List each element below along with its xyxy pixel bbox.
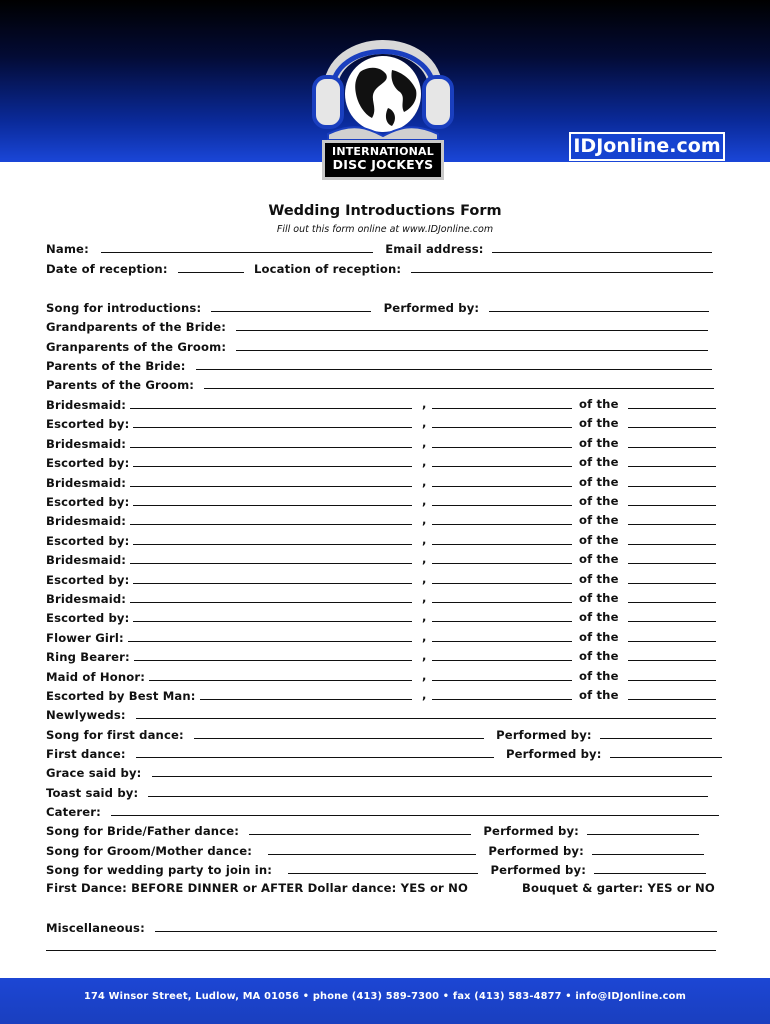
first-dance-row bbox=[46, 746, 722, 761]
party-role-label: Bridesmaid: bbox=[46, 553, 127, 568]
date-field[interactable] bbox=[178, 261, 244, 273]
party-name-field[interactable] bbox=[133, 610, 412, 622]
party-relation-field[interactable] bbox=[432, 610, 572, 622]
misc-row-2 bbox=[46, 939, 716, 954]
of-the-label: of the bbox=[579, 532, 619, 547]
performed-by-label-6: Performed by: bbox=[490, 863, 586, 877]
party-relation-field[interactable] bbox=[432, 533, 572, 545]
misc-field-2[interactable] bbox=[46, 939, 716, 951]
song-first-dance-field[interactable] bbox=[194, 727, 484, 739]
email-field[interactable] bbox=[492, 241, 712, 253]
location-label: Location of reception: bbox=[254, 262, 402, 276]
party-side-field[interactable] bbox=[628, 513, 716, 525]
party-side-field[interactable] bbox=[628, 436, 716, 448]
logo-line1: INTERNATIONAL bbox=[332, 145, 434, 158]
party-side-field[interactable] bbox=[628, 669, 716, 681]
party-side-field[interactable] bbox=[628, 649, 716, 661]
party-name-field[interactable] bbox=[133, 533, 412, 545]
song-groom-mother-label: Song for Groom/Mother dance: bbox=[46, 844, 253, 858]
location-field[interactable] bbox=[411, 261, 713, 273]
party-name-field[interactable] bbox=[134, 649, 412, 661]
toast-label: Toast said by: bbox=[46, 786, 139, 800]
party-role-label: Escorted by: bbox=[46, 417, 130, 432]
song-groom-mother-field[interactable] bbox=[268, 843, 476, 855]
party-relation-field[interactable] bbox=[432, 436, 572, 448]
party-relation-field[interactable] bbox=[432, 416, 572, 428]
party-name-field[interactable] bbox=[133, 416, 412, 428]
party-role-label: Flower Girl: bbox=[46, 630, 124, 645]
performed-by-label-3: Performed by: bbox=[506, 747, 602, 761]
newlyweds-row bbox=[46, 707, 716, 722]
party-relation-field[interactable] bbox=[432, 591, 572, 603]
first-dance-performer-field[interactable] bbox=[600, 727, 712, 739]
misc-label: Miscellaneous: bbox=[46, 921, 145, 935]
name-label: Name: bbox=[46, 242, 89, 256]
comma-separator: , bbox=[422, 552, 427, 567]
comma-separator: , bbox=[422, 435, 427, 450]
wedding-party-row bbox=[46, 688, 619, 703]
newlyweds-field[interactable] bbox=[136, 707, 716, 719]
wedding-party-row bbox=[46, 649, 619, 665]
party-name-field[interactable] bbox=[128, 630, 412, 642]
wedding-party-row bbox=[46, 610, 619, 626]
wedding-party-row bbox=[46, 494, 619, 509]
wedding-party-row bbox=[46, 513, 619, 529]
of-the-label: of the bbox=[579, 416, 619, 431]
comma-separator: , bbox=[422, 416, 427, 431]
idj-logo bbox=[308, 22, 458, 177]
first-dance-label: First dance: bbox=[46, 747, 126, 761]
party-relation-field[interactable] bbox=[432, 630, 572, 642]
comma-separator: , bbox=[422, 610, 427, 625]
party-role-label: Bridesmaid: bbox=[46, 592, 127, 606]
wedding-party-row bbox=[46, 571, 619, 587]
song-first-dance-label: Song for first dance: bbox=[46, 728, 184, 742]
party-side-field[interactable] bbox=[628, 475, 716, 487]
date-row bbox=[46, 261, 713, 276]
caterer-label: Caterer: bbox=[46, 805, 101, 819]
bride-father-performer-field[interactable] bbox=[587, 823, 699, 835]
song-groom-mother-row bbox=[46, 843, 704, 858]
party-side-field[interactable] bbox=[628, 533, 716, 545]
of-the-label: of the bbox=[579, 494, 619, 508]
party-role-label: Escorted by: bbox=[46, 611, 130, 626]
grandparents-bride-row bbox=[46, 319, 708, 334]
party-side-field[interactable] bbox=[628, 455, 716, 467]
party-name-field[interactable] bbox=[133, 455, 412, 467]
misc-row bbox=[46, 920, 717, 935]
party-side-field[interactable] bbox=[628, 591, 716, 603]
party-role-label: Escorted by: bbox=[46, 533, 130, 548]
groom-mother-performer-field[interactable] bbox=[592, 843, 704, 855]
logo-banner bbox=[322, 140, 444, 180]
grandparents-groom-field[interactable] bbox=[236, 339, 708, 351]
song-bride-father-field[interactable] bbox=[249, 823, 471, 835]
name-field[interactable] bbox=[101, 241, 373, 253]
wedding-party-row bbox=[46, 474, 619, 490]
wedding-party-row bbox=[46, 416, 619, 432]
party-side-field[interactable] bbox=[628, 610, 716, 622]
of-the-label: of the bbox=[579, 474, 619, 489]
first-dance-timing-text: First Dance: BEFORE DINNER or AFTER Dollar dance: YES or NO bbox=[46, 881, 468, 895]
song-wedding-party-row bbox=[46, 862, 706, 877]
toast-row bbox=[46, 785, 708, 800]
party-role-label: Escorted by Best Man: bbox=[46, 689, 196, 703]
party-role-label: Ring Bearer: bbox=[46, 650, 130, 665]
of-the-label: of the bbox=[579, 397, 619, 411]
of-the-label: of the bbox=[579, 629, 619, 644]
form-subtitle: Fill out this form online at www.IDJonline.com bbox=[276, 224, 494, 235]
performed-by-label-4: Performed by: bbox=[483, 824, 579, 838]
parents-bride-row bbox=[46, 358, 712, 373]
party-name-field[interactable] bbox=[130, 552, 412, 564]
song-intro-label: Song for introductions: bbox=[46, 301, 202, 315]
performed-by-label-2: Performed by: bbox=[496, 728, 592, 742]
party-name-field[interactable] bbox=[130, 397, 412, 409]
caterer-field[interactable] bbox=[111, 804, 719, 816]
misc-field[interactable] bbox=[155, 920, 717, 932]
grandparents-groom-row bbox=[46, 339, 708, 354]
grandparents-bride-field[interactable] bbox=[236, 319, 708, 331]
first-dance-performer2-field[interactable] bbox=[610, 746, 722, 758]
parents-bride-label: Parents of the Bride: bbox=[46, 359, 186, 373]
comma-separator: , bbox=[422, 474, 427, 489]
party-role-label: Escorted by: bbox=[46, 572, 130, 587]
of-the-label: of the bbox=[579, 610, 619, 625]
party-role-label: Bridesmaid: bbox=[46, 398, 127, 412]
party-side-field[interactable] bbox=[628, 688, 716, 700]
comma-separator: , bbox=[422, 397, 427, 411]
party-name-field[interactable] bbox=[200, 688, 412, 700]
party-name-field[interactable] bbox=[133, 572, 412, 584]
party-name-field[interactable] bbox=[130, 436, 412, 448]
party-role-label: Bridesmaid: bbox=[46, 475, 127, 490]
parents-groom-label: Parents of the Groom: bbox=[46, 378, 195, 392]
wedding-party-row bbox=[46, 591, 619, 606]
comma-separator: , bbox=[422, 494, 427, 508]
logo-line2: DISC JOCKEYS bbox=[332, 156, 434, 172]
song-intro-performer-field[interactable] bbox=[489, 300, 709, 312]
wedding-party-row bbox=[46, 455, 619, 471]
date-label: Date of reception: bbox=[46, 262, 168, 276]
comma-separator: , bbox=[422, 455, 427, 470]
toast-field[interactable] bbox=[148, 785, 708, 797]
bouquet-garter-row bbox=[522, 881, 715, 895]
of-the-label: of the bbox=[579, 668, 619, 683]
party-side-field[interactable] bbox=[628, 494, 716, 506]
of-the-label: of the bbox=[579, 688, 619, 702]
performed-by-label-5: Performed by: bbox=[488, 844, 584, 858]
song-wedding-party-field[interactable] bbox=[288, 862, 478, 874]
of-the-label: of the bbox=[579, 571, 619, 586]
comma-separator: , bbox=[422, 571, 427, 586]
party-side-field[interactable] bbox=[628, 630, 716, 642]
comma-separator: , bbox=[422, 649, 427, 664]
newlyweds-label: Newlyweds: bbox=[46, 708, 126, 722]
grace-row bbox=[46, 765, 712, 780]
grace-label: Grace said by: bbox=[46, 766, 142, 780]
song-intro-row bbox=[46, 300, 709, 315]
of-the-label: of the bbox=[579, 552, 619, 567]
party-relation-field[interactable] bbox=[432, 552, 572, 564]
party-relation-field[interactable] bbox=[432, 397, 572, 409]
comma-separator: , bbox=[422, 532, 427, 547]
party-relation-field[interactable] bbox=[432, 513, 572, 525]
party-relation-field[interactable] bbox=[432, 455, 572, 467]
party-role-label: Bridesmaid: bbox=[46, 436, 127, 451]
caterer-row bbox=[46, 804, 719, 819]
wedding-party-row bbox=[46, 397, 619, 412]
song-bride-father-row bbox=[46, 823, 699, 838]
party-relation-field[interactable] bbox=[432, 688, 572, 700]
comma-separator: , bbox=[422, 668, 427, 683]
party-side-field[interactable] bbox=[628, 416, 716, 428]
song-intro-field[interactable] bbox=[211, 300, 371, 312]
wedding-party-row bbox=[46, 552, 619, 568]
song-wedding-party-label: Song for wedding party to join in: bbox=[46, 863, 273, 877]
party-relation-field[interactable] bbox=[432, 475, 572, 487]
party-side-field[interactable] bbox=[628, 397, 716, 409]
party-relation-field[interactable] bbox=[432, 572, 572, 584]
party-role-label: Maid of Honor: bbox=[46, 669, 146, 684]
name-row bbox=[46, 241, 712, 256]
parents-groom-field[interactable] bbox=[204, 377, 714, 389]
parents-groom-row bbox=[46, 377, 714, 392]
grandparents-groom-label: Granparents of the Groom: bbox=[46, 340, 227, 354]
party-role-label: Escorted by: bbox=[46, 495, 130, 509]
party-side-field[interactable] bbox=[628, 572, 716, 584]
wedding-party-performer-field[interactable] bbox=[594, 862, 706, 874]
wedding-party-row bbox=[46, 532, 619, 548]
wedding-party-row bbox=[46, 435, 619, 451]
header-banner bbox=[0, 0, 770, 172]
headphones-globe-icon bbox=[308, 22, 458, 147]
first-dance-timing-row bbox=[46, 881, 468, 895]
email-label: Email address: bbox=[385, 242, 484, 256]
comma-separator: , bbox=[422, 591, 427, 605]
party-role-label: Bridesmaid: bbox=[46, 514, 127, 529]
first-dance-field[interactable] bbox=[136, 746, 494, 758]
party-relation-field[interactable] bbox=[432, 649, 572, 661]
party-name-field[interactable] bbox=[130, 591, 412, 603]
of-the-label: of the bbox=[579, 435, 619, 450]
party-relation-field[interactable] bbox=[432, 669, 572, 681]
grace-field[interactable] bbox=[152, 765, 712, 777]
grandparents-bride-label: Grandparents of the Bride: bbox=[46, 320, 227, 334]
of-the-label: of the bbox=[579, 455, 619, 470]
of-the-label: of the bbox=[579, 513, 619, 528]
wedding-party-row bbox=[46, 668, 619, 684]
bouquet-garter-text: Bouquet & garter: YES or NO bbox=[522, 881, 715, 895]
wedding-party-row bbox=[46, 629, 619, 645]
song-first-dance-row bbox=[46, 727, 712, 742]
party-name-field[interactable] bbox=[130, 513, 412, 525]
comma-separator: , bbox=[422, 688, 427, 702]
party-role-label: Escorted by: bbox=[46, 456, 130, 471]
form-title: Wedding Introductions Form bbox=[268, 203, 502, 219]
party-name-field[interactable] bbox=[133, 494, 412, 506]
song-bride-father-label: Song for Bride/Father dance: bbox=[46, 824, 240, 838]
of-the-label: of the bbox=[579, 649, 619, 664]
comma-separator: , bbox=[422, 629, 427, 644]
site-badge: IDJonline.com bbox=[569, 132, 725, 161]
party-side-field[interactable] bbox=[628, 552, 716, 564]
footer-contact: 174 Winsor Street, Ludlow, MA 01056 • phone (413) 589-7300 • fax (413) 583-4877 • info@IDJonline.com bbox=[0, 978, 770, 1024]
of-the-label: of the bbox=[579, 591, 619, 605]
party-name-field[interactable] bbox=[130, 475, 412, 487]
comma-separator: , bbox=[422, 513, 427, 528]
party-relation-field[interactable] bbox=[432, 494, 572, 506]
parents-bride-field[interactable] bbox=[196, 358, 712, 370]
performed-by-label: Performed by: bbox=[383, 301, 480, 315]
party-name-field[interactable] bbox=[149, 669, 412, 681]
